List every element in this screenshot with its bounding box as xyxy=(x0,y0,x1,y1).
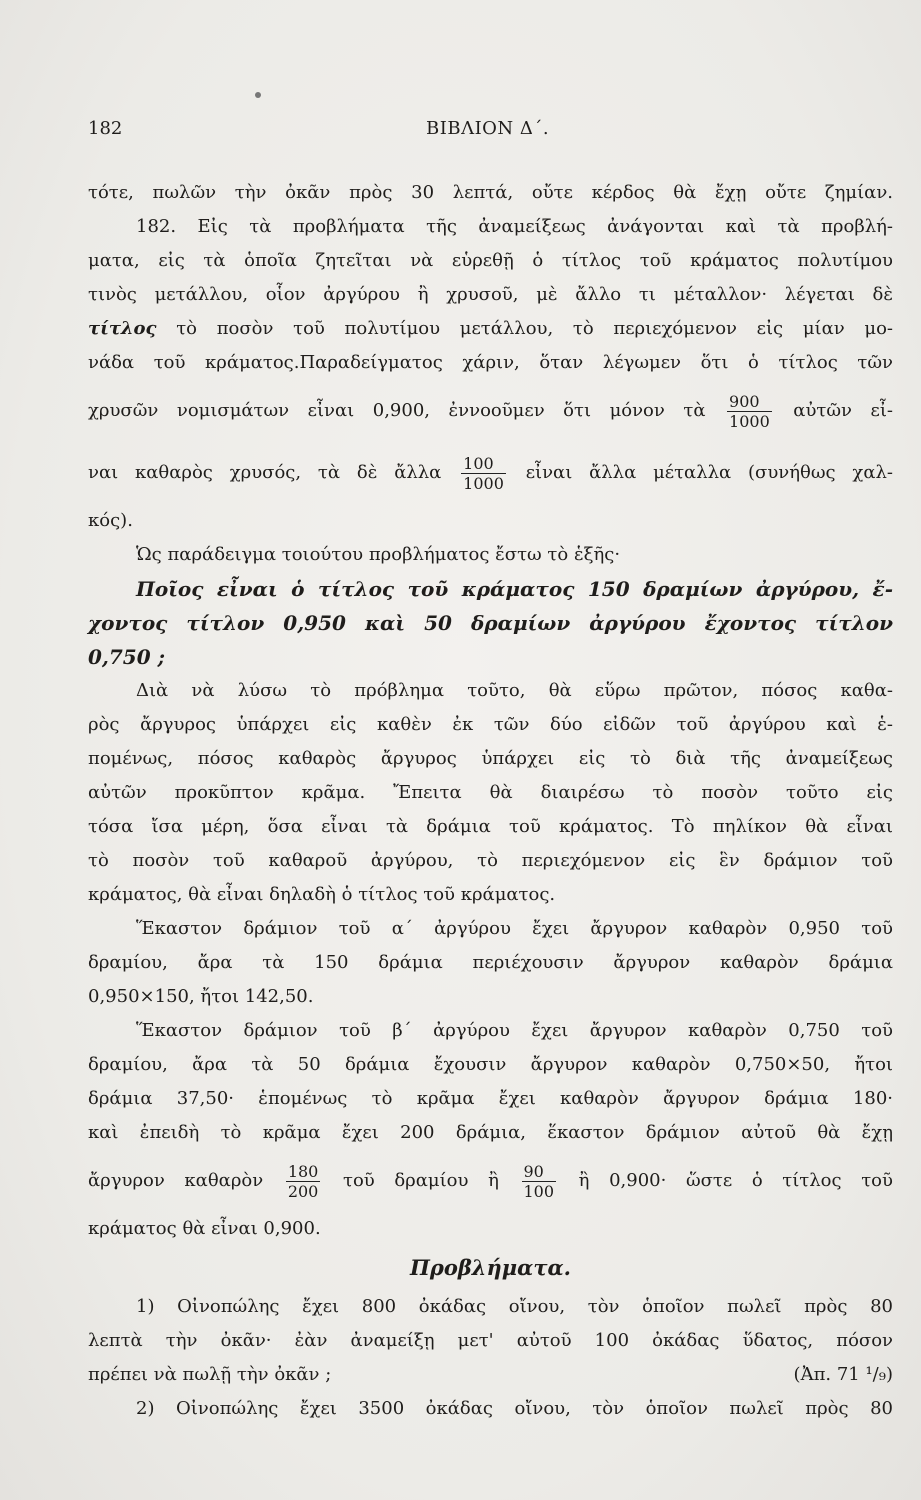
text-fragment: τοῦ δραμίου ἢ xyxy=(342,1170,499,1191)
text-line: δραμίου, ἄρα τὰ 50 δράμια ἔχουσιν ἄργυρον καθαρὸν 0,750×50, ἤτοι xyxy=(88,1054,893,1075)
text-line: ρὸς ἄργυρος ὑπάρχει εἰς καθὲν ἐκ τῶν δύο εἰδῶν τοῦ ἀργύρου καὶ ἑ- xyxy=(88,714,893,735)
text-line: κράματος θὰ εἶναι 0,900. xyxy=(88,1218,321,1239)
fraction-numerator: 100 xyxy=(461,454,506,474)
text-line: ματα, εἰς τὰ ὁποῖα ζητεῖται νὰ εὑρεθῇ ὁ τίτλος τοῦ κράματος πολυτίμου xyxy=(88,250,893,271)
example-problem-statement: 0,750 ; xyxy=(88,645,165,669)
page-body xyxy=(88,176,893,1426)
text-fragment: ἄργυρον καθαρὸν xyxy=(88,1170,264,1191)
term-titlos: τίτλος xyxy=(88,318,157,339)
problem-1-text: πρέπει νὰ πωλῇ τὴν ὀκᾶν ; xyxy=(88,1364,332,1385)
text-line: τότε, πωλῶν τὴν ὀκᾶν πρὸς 30 λεπτά, οὔτε κέρδος θὰ ἔχῃ οὔτε ζημίαν. xyxy=(88,182,893,203)
fraction xyxy=(727,392,772,431)
text-line-with-fraction xyxy=(88,380,893,442)
text-line: Διὰ νὰ λύσω τὸ πρόβλημα τοῦτο, θὰ εὕρω πρῶτον, πόσος καθα- xyxy=(136,680,893,701)
example-problem-statement: Ποῖος εἶναι ὁ τίτλος τοῦ κράματος 150 δραμίων ἀργύρου, ἔ- xyxy=(136,577,893,601)
text-line: νάδα τοῦ κράματος.Παραδείγματος χάριν, ὅταν λέγωμεν ὅτι ὁ τίτλος τῶν xyxy=(88,352,893,373)
page-number: 182 xyxy=(88,118,123,139)
section-182-start: 182. Εἰς τὰ προβλήματα τῆς ἀναμείξεως ἀνάγονται καὶ τὰ προβλή- xyxy=(136,216,893,237)
text-line: κός). xyxy=(88,510,133,531)
text-fragment: τὸ ποσὸν τοῦ πολυτίμου μετάλλου, τὸ περιεχόμενον εἰς μίαν μο- xyxy=(156,318,893,339)
text-fragment: ἢ 0,900· ὥστε ὁ τίτλος τοῦ xyxy=(578,1170,893,1191)
text-line: δραμίου, ἄρα τὰ 150 δράμια περιέχουσιν ἄργυρον καθαρὸν δράμια xyxy=(88,952,893,973)
problem-2-line: 2) Οἰνοπώλης ἔχει 3500 ὀκάδας οἴνου, τὸν ὁποῖον πωλεῖ πρὸς 80 xyxy=(136,1398,893,1419)
problem-1-line: 1) Οἰνοπώλης ἔχει 800 ὀκάδας οἴνου, τὸν ὁποῖον πωλεῖ πρὸς 80 xyxy=(136,1296,893,1317)
page-header xyxy=(88,118,888,148)
problem-1-line xyxy=(88,1358,893,1392)
fraction-denominator: 100 xyxy=(523,1181,555,1201)
problem-1-line: λεπτὰ τὴν ὀκᾶν· ἐὰν ἀναμείξῃ μετ' αὐτοῦ 100 ὀκάδας ὕδατος, πόσον xyxy=(88,1330,893,1351)
fraction-numerator: 900 xyxy=(727,392,772,412)
fraction xyxy=(522,1162,557,1201)
fraction xyxy=(461,454,506,493)
text-line-with-fraction xyxy=(88,1150,893,1212)
text-line: δράμια 37,50· ἑπομένως τὸ κρᾶμα ἔχει καθαρὸν ἄργυρον δράμια 180· xyxy=(88,1088,893,1109)
fraction xyxy=(286,1162,321,1201)
text-fragment: εἶναι ἄλλα μέταλλα (συνήθως χαλ- xyxy=(525,462,893,483)
text-line: κράματος, θὰ εἶναι δηλαδὴ ὁ τίτλος τοῦ κράματος. xyxy=(88,884,556,905)
text-line: Ἕκαστον δράμιον τοῦ α΄ ἀργύρου ἔχει ἄργυρον καθαρὸν 0,950 τοῦ xyxy=(136,918,893,939)
fraction-denominator: 200 xyxy=(287,1181,319,1201)
problem-1-answer: (Ἀπ. 71 ¹/₉) xyxy=(793,1364,893,1385)
text-fragment: ναι καθαρὸς χρυσός, τὰ δὲ ἄλλα xyxy=(88,462,442,483)
text-line: τόσα ἴσα μέρη, ὅσα εἶναι τὰ δράμια τοῦ κράματος. Τὸ πηλίκον θὰ εἶναι xyxy=(88,816,893,837)
text-line: 0,950×150, ἤτοι 142,50. xyxy=(88,986,314,1007)
fraction-numerator: 90 xyxy=(522,1162,557,1182)
text-line: αὐτῶν προκῦπτον κρᾶμα. Ἔπειτα θὰ διαιρέσω τὸ ποσὸν τοῦτο εἰς xyxy=(88,782,893,803)
fraction-denominator: 1000 xyxy=(729,411,770,431)
text-line: Ὡς παράδειγμα τοιούτου προβλήματος ἔστω τὸ ἑξῆς· xyxy=(136,544,621,565)
text-line: καὶ ἐπειδὴ τὸ κρᾶμα ἔχει 200 δράμια, ἕκαστον δράμιον αὐτοῦ θὰ ἔχῃ xyxy=(88,1122,893,1143)
text-line: τὸ ποσὸν τοῦ καθαροῦ ἀργύρου, τὸ περιεχόμενον εἰς ἓν δράμιον τοῦ xyxy=(88,850,893,871)
text-fragment: αὐτῶν εἶ- xyxy=(793,400,893,421)
text-fragment: χρυσῶν νομισμάτων εἶναι 0,900, ἐννοοῦμεν ὅτι μόνον τὰ xyxy=(88,400,706,421)
fraction-denominator: 1000 xyxy=(463,473,504,493)
fraction-numerator: 180 xyxy=(287,1161,319,1181)
text-line: τινὸς μετάλλου, οἷον ἀργύρου ἢ χρυσοῦ, μὲ ἄλλο τι μέταλλον· λέγεται δὲ xyxy=(88,284,893,305)
running-head: ΒΙΒΛΙΟΝ Δ΄. xyxy=(426,118,550,139)
text-line: πομένως, πόσος καθαρὸς ἄργυρος ὑπάρχει εἰς τὸ διὰ τῆς ἀναμείξεως xyxy=(88,748,893,769)
text-line xyxy=(88,312,893,346)
print-speck xyxy=(255,92,261,98)
text-line-with-fraction xyxy=(88,442,893,504)
text-line: Ἕκαστον δράμιον τοῦ β΄ ἀργύρου ἔχει ἄργυρον καθαρὸν 0,750 τοῦ xyxy=(136,1020,893,1041)
example-problem-statement: χοντος τίτλον 0,950 καὶ 50 δραμίων ἀργύρου ἔχοντος τίτλον xyxy=(88,611,893,635)
problems-heading: Προβλήματα. xyxy=(410,1255,571,1280)
